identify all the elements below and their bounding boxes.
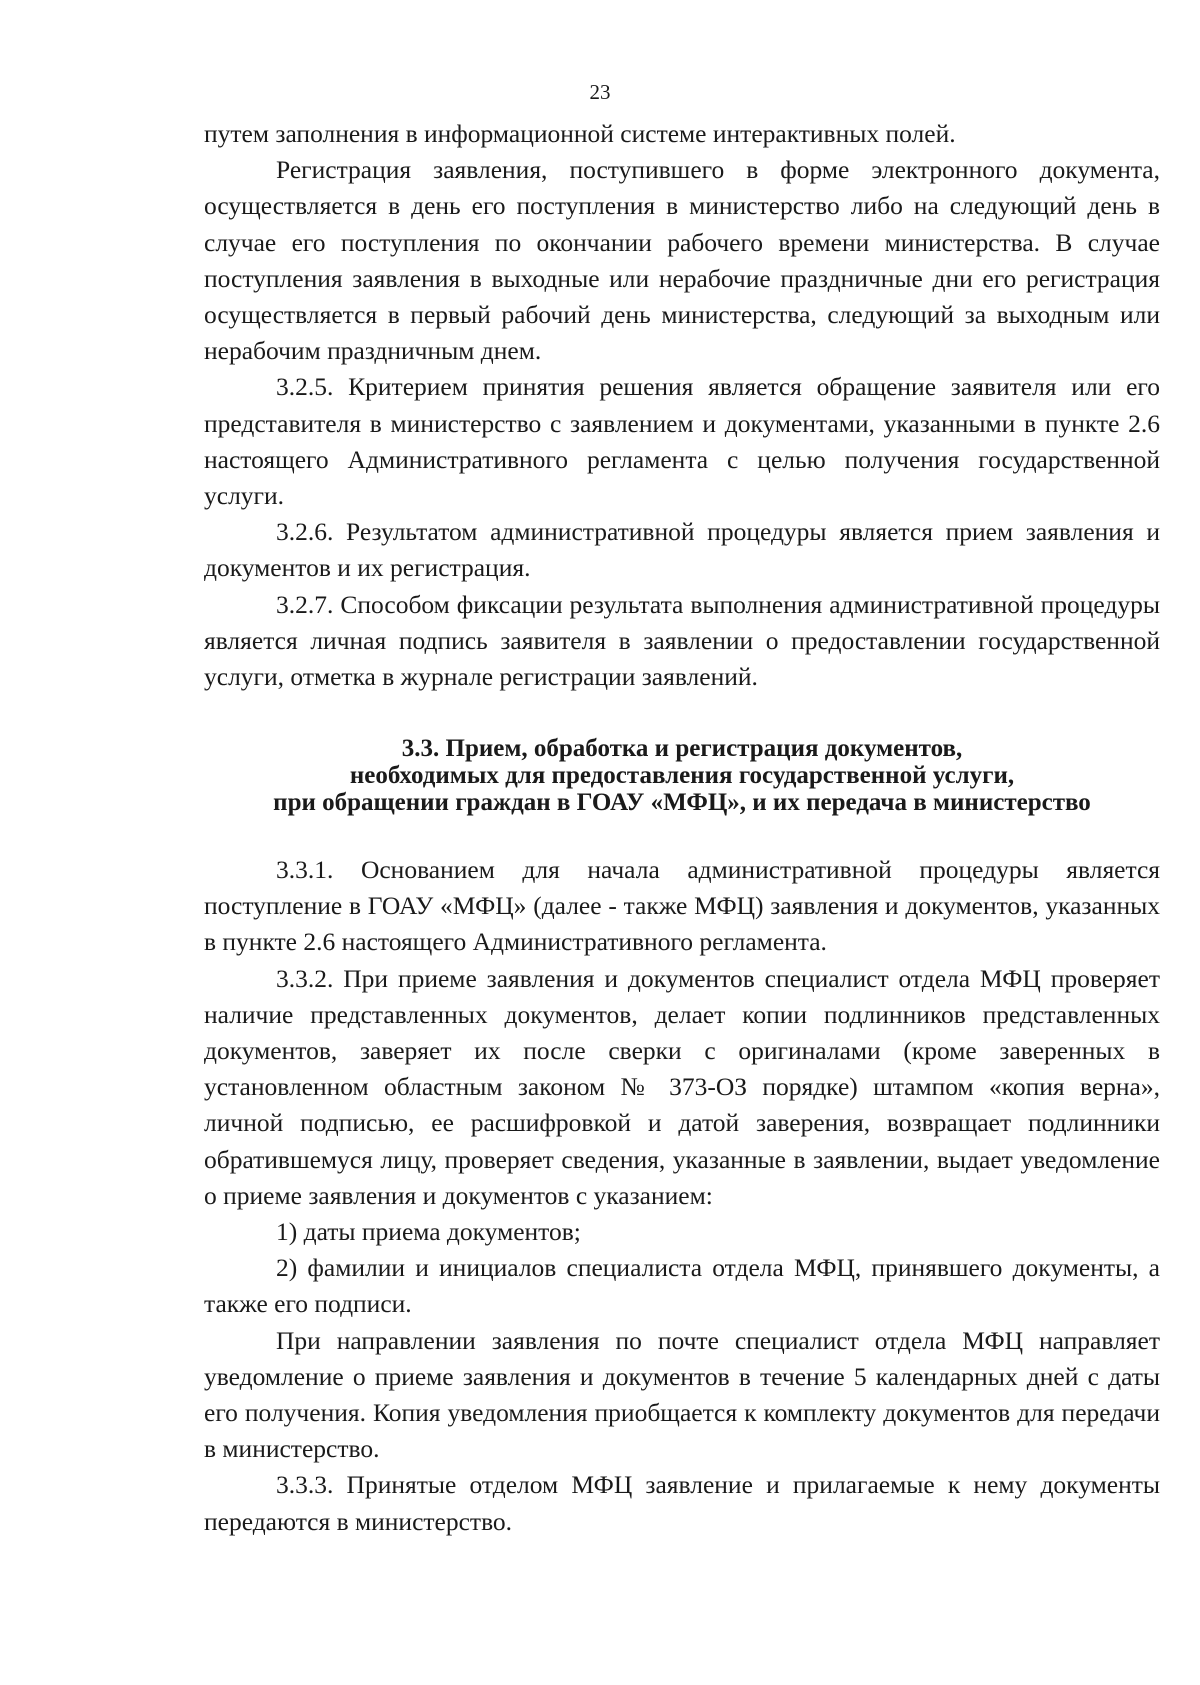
section-heading-3-3 <box>204 735 1160 816</box>
heading-line: необходимых для предоставления государственной услуги, <box>349 762 1015 789</box>
paragraph-3-3-1: 3.3.1. Основанием для начала административной процедуры является поступление в ГОАУ «МФЦ» (далее - также МФЦ) заявления и документов, указанных в пункте 2.6 настоящего Административного регламента. <box>204 855 1160 957</box>
page-number: 23 <box>589 80 611 104</box>
paragraph-mail: При направлении заявления по почте специалист отдела МФЦ направляет уведомление о приеме заявления и документов в течение 5 календарных дней с даты его получения. Копия уведомления приобщается к комплекту документов для передачи в министерство. <box>204 1325 1160 1464</box>
paragraph-3-2-7: 3.2.7. Способом фиксации результата выполнения административной процедуры является личная подпись заявителя в заявлении о предоставлении государственной услуги, отметка в журнале регистрации заявлений. <box>204 589 1160 692</box>
heading-line: 3.3. Прием, обработка и регистрация документов, <box>401 735 963 762</box>
paragraph-continuation: путем заполнения в информационной системе интерактивных полей. <box>204 119 956 148</box>
paragraph-3-3-3: 3.3.3. Принятые отделом МФЦ заявление и прилагаемые к нему документы передаются в министерство. <box>204 1470 1160 1536</box>
paragraph-3-2-6: 3.2.6. Результатом административной процедуры является прием заявления и документов и их регистрация. <box>204 517 1160 583</box>
paragraph-3-2-5: 3.2.5. Критерием принятия решения является обращение заявителя или его представителя в министерство с заявлением и документами, указанными в пункте 2.6 настоящего Административного регламента с целью получения государственной услуги. <box>204 372 1160 511</box>
list-item-2: 2) фамилии и инициалов специалиста отдела МФЦ, принявшего документы, а также его подписи. <box>204 1253 1160 1319</box>
paragraph-registration: Регистрация заявления, поступившего в форме электронного документа, осуществляется в день его поступления в министерство либо на следующий день в случае его поступления по окончании рабочего времени министерства. В случае поступления заявления в выходные или нерабочие праздничные дни его регистрация осуществляется в первый рабочий день министерства, следующий за выходным или нерабочим праздничным днем. <box>204 155 1160 366</box>
document-body-bottom <box>204 852 1160 1540</box>
list-item-1: 1) даты приема документов; <box>276 1217 581 1247</box>
document-body-top <box>204 116 1160 695</box>
paragraph-3-3-2: 3.3.2. При приеме заявления и документов специалист отдела МФЦ проверяет наличие представленных документов, делает копии подлинников представленных документов, заверяет их после сверки с оригиналами (кроме заверенных в установленном областным законом № 373-ОЗ порядке) штампом «копия верна», личной подписью, ее расшифровкой и датой заверения, возвращает подлинники обратившемуся лицу, проверяет сведения, указанные в заявлении, выдает уведомление о приеме заявления и документов с указанием: <box>204 963 1160 1210</box>
heading-line: при обращении граждан в ГОАУ «МФЦ», и их передача в министерство <box>273 789 1091 816</box>
